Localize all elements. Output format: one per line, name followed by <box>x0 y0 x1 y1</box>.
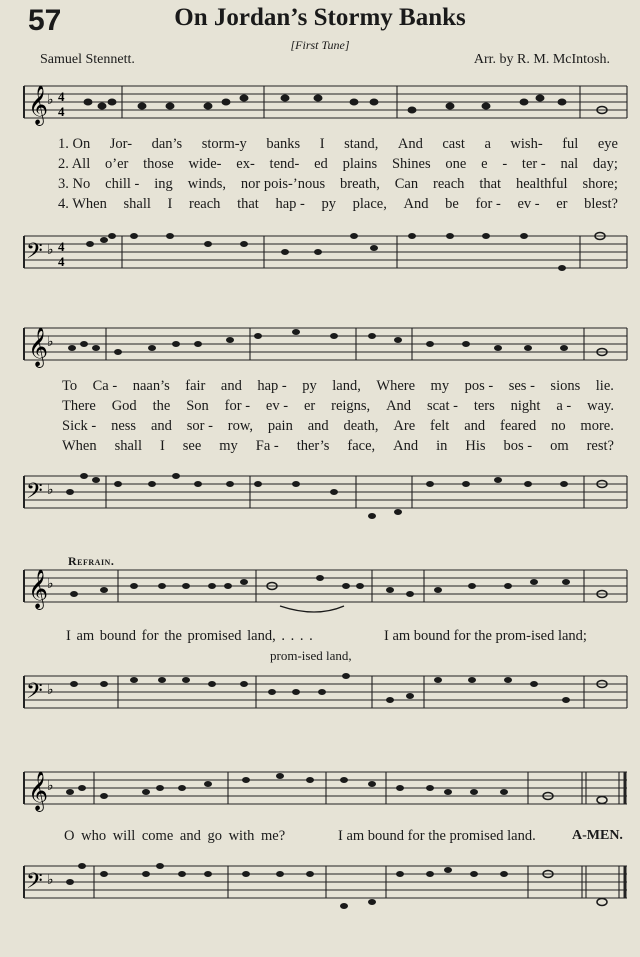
verse-1-line-2: To Ca - naan’s fair and hap - py land, Where my pos - ses - sions lie. <box>62 378 614 394</box>
bass-clef-icon: 𝄢 <box>26 239 43 269</box>
tie-arc-icon <box>280 606 344 612</box>
verse-4-line-2: When shall I see my Fa - ther’s face, And in His bos - om rest? <box>62 438 614 454</box>
system2-treble-staff <box>0 324 640 374</box>
verse-2-line-1: 2. All o’er those wide- ex- tend- ed plains Shines one e - ter - nal day; <box>58 156 618 172</box>
refrain-lyric-line-2b: I am bound for the promised land. <box>338 828 536 844</box>
system4-bass-notes <box>66 863 607 909</box>
amen-text: A-MEN. <box>572 828 623 843</box>
time-signature-top: 4 <box>58 239 65 254</box>
flat-key-icon: ♭ <box>47 778 54 794</box>
system3-bass-staff <box>0 662 640 718</box>
hymn-title: On Jordan’s Stormy Banks <box>174 4 466 31</box>
flat-key-icon: ♭ <box>47 482 54 498</box>
refrain-lyric-alt: prom-ised land, <box>270 648 352 663</box>
flat-key-icon: ♭ <box>47 334 54 350</box>
treble-clef-icon: 𝄞 <box>28 771 49 811</box>
system4-treble-staff <box>0 768 640 818</box>
flat-key-icon: ♭ <box>47 872 54 888</box>
bass-clef-icon: 𝄢 <box>26 869 43 899</box>
bass-clef-icon: 𝄢 <box>26 679 43 709</box>
verse-3-line-1: 3. No chill - ing winds, nor pois-’nous breath, Can reach that healthful shore; <box>58 176 618 192</box>
system1-bass-staff <box>0 222 640 278</box>
flat-key-icon: ♭ <box>47 576 54 592</box>
verse-1-line-1: 1. On Jor- dan’s storm-y banks I stand, And cast a wish- ful eye <box>58 136 618 152</box>
treble-clef-icon: 𝄞 <box>28 85 49 125</box>
verse-2-line-2: There God the Son for - ev - er reigns, And scat - ters night a - way. <box>62 398 614 414</box>
system1-treble-staff <box>0 82 640 132</box>
time-signature-bottom: 4 <box>58 104 65 119</box>
author-credit: Samuel Stennett. <box>40 52 135 67</box>
hymn-number: 57 <box>28 4 62 37</box>
flat-key-icon: ♭ <box>47 682 54 698</box>
system4-bass-staff <box>0 852 640 922</box>
flat-key-icon: ♭ <box>47 242 54 258</box>
arranger-credit: Arr. by R. M. McIntosh. <box>473 52 610 67</box>
bass-clef-icon: 𝄢 <box>26 479 43 509</box>
refrain-lyric-line-2a: O who will come and go with me? <box>64 828 286 844</box>
system3-bass-notes <box>70 673 607 703</box>
time-signature-bottom: 4 <box>58 254 65 269</box>
system2-bass-staff <box>0 462 640 532</box>
treble-clef-icon: 𝄞 <box>28 327 49 367</box>
system2-bass-notes <box>66 473 607 519</box>
verse-3-line-2: Sick - ness and sor - row, pain and death, Are felt and feared no more. <box>62 418 614 434</box>
flat-key-icon: ♭ <box>47 92 54 108</box>
treble-clef-icon: 𝄞 <box>28 569 49 609</box>
tune-note: [First Tune] <box>290 38 350 52</box>
system1-treble-notes <box>84 95 607 114</box>
system3-treble-staff <box>0 566 640 616</box>
refrain-lyric-line-1b: I am bound for the prom-ised land; <box>384 628 587 644</box>
verse-4-line-1: 4. When shall I reach that hap - py place, And be for - ev - er blest? <box>58 196 618 212</box>
time-signature-top: 4 <box>58 89 65 104</box>
refrain-label: Refrain. <box>68 554 115 568</box>
refrain-lyric-line-1a: I am bound for the promised land, . . . . <box>66 628 313 644</box>
